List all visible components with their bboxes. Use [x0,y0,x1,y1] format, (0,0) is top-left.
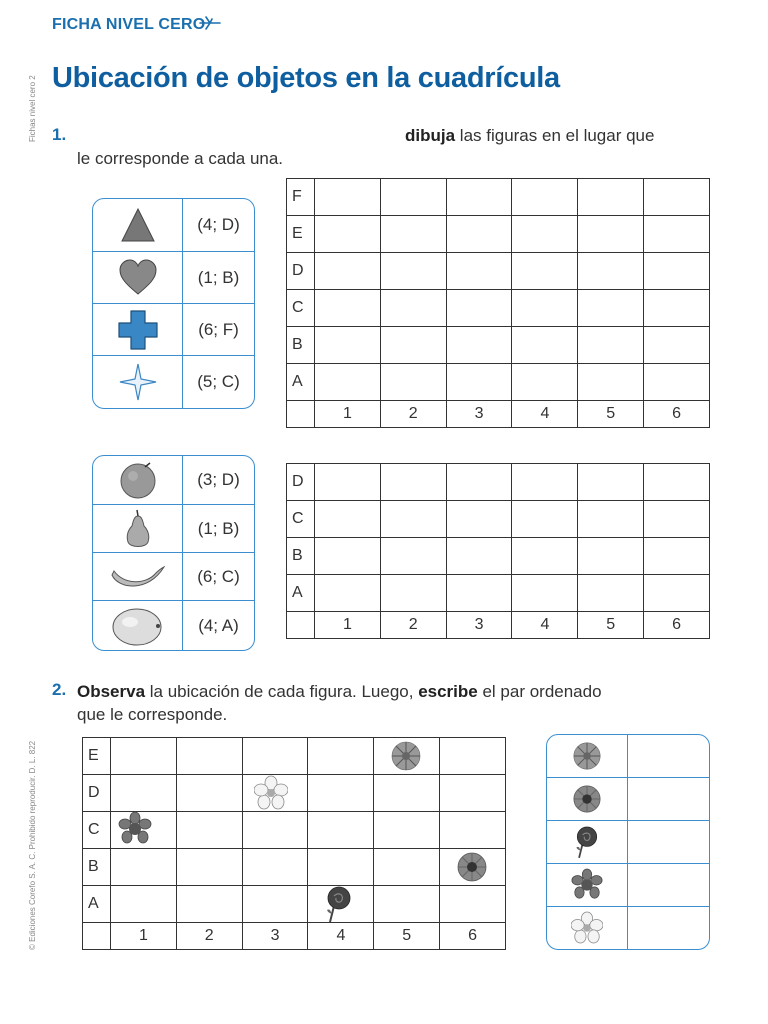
grid-cell[interactable] [308,812,374,849]
grid-cell[interactable] [446,464,512,501]
row-label: C [287,290,315,327]
column-label: 4 [512,612,578,639]
column-label: 5 [578,612,644,639]
grid-1 [286,178,710,428]
heart-icon [93,252,183,303]
side-text-bottom: © Ediciones Corefo S. A. C. Prohibido reproducir. D. L. 822 [28,740,37,950]
grid-cell[interactable] [644,253,710,290]
grid-cell[interactable] [380,290,446,327]
corner-cell [287,401,315,428]
fruits-key-table [92,455,255,651]
cross-icon [93,304,183,355]
rose-icon [322,884,356,924]
daisy-icon [547,864,628,906]
key-row [93,304,254,356]
grid-cell[interactable] [315,575,381,612]
grid-cell[interactable] [315,327,381,364]
column-label: 5 [578,401,644,428]
key-pair: (6; F) [198,319,239,339]
grid-cell[interactable] [578,327,644,364]
side-text-top: Fichas nivel cero 2 [28,75,37,142]
grid-cell[interactable] [374,775,440,812]
grid-cell[interactable] [111,849,177,886]
grid-cell[interactable] [644,501,710,538]
grid-row [83,738,506,775]
column-label-row [83,923,506,950]
grid-cell[interactable] [440,812,506,849]
grid-cell[interactable] [242,886,308,923]
key-pair: (1; B) [197,518,240,538]
guava-icon [93,601,183,650]
grid-cell[interactable] [374,886,440,923]
grid-row [287,327,710,364]
page-title: Ubicación de objetos en la cuadrícula [52,62,560,94]
shapes-key-table [92,198,255,409]
column-label-row [287,401,710,428]
question-2-number: 2. [52,680,67,699]
grid-row [287,253,710,290]
grid-cell[interactable] [512,290,578,327]
grid-cell[interactable] [440,886,506,923]
grid-row [287,575,710,612]
corner-cell [287,612,315,639]
column-label: 5 [374,923,440,950]
grid-cell[interactable] [176,886,242,923]
grid-cell[interactable] [512,501,578,538]
grid-cell[interactable] [644,538,710,575]
grid-cell[interactable] [176,849,242,886]
grid-cell[interactable] [308,775,374,812]
grid-row [287,501,710,538]
grid-cell[interactable] [446,364,512,401]
q1-bold-word: dibuja [405,126,456,145]
banana-icon [93,553,183,600]
grid-cell[interactable] [512,538,578,575]
gerbera-icon [547,778,628,820]
grid-cell[interactable] [380,179,446,216]
chrysanthemum-icon [547,735,628,777]
grid-row [287,216,710,253]
row-label: D [287,464,315,501]
star-icon [93,356,183,408]
grid-cell[interactable] [440,738,506,775]
grid-cell[interactable] [644,364,710,401]
grid-cell[interactable] [440,775,506,812]
grid-cell[interactable] [315,538,381,575]
grid-cell[interactable] [176,812,242,849]
answer-cell[interactable] [628,821,709,863]
grid-row [287,538,710,575]
row-label: D [287,253,315,290]
row-label: C [83,812,111,849]
question-1-number: 1. [52,125,67,144]
corner-cell [83,923,111,950]
row-label: E [287,216,315,253]
row-label: C [287,501,315,538]
q2-bold-escribe: escribe [418,682,478,701]
grid-cell[interactable] [578,575,644,612]
grid-cell[interactable] [374,849,440,886]
column-label: 2 [176,923,242,950]
grid-cell[interactable] [446,327,512,364]
grid-cell[interactable] [644,290,710,327]
grid-cell[interactable] [315,364,381,401]
grid-cell[interactable] [512,179,578,216]
grid-cell[interactable] [512,364,578,401]
key-row [93,505,254,553]
answer-cell[interactable] [628,864,709,906]
row-label: D [83,775,111,812]
orange-icon [93,456,183,504]
column-label: 4 [308,923,374,950]
white-flower-icon [547,907,628,949]
column-label: 1 [111,923,177,950]
grid-cell[interactable] [578,464,644,501]
grid-cell[interactable] [315,216,381,253]
question-2-line1 [77,680,717,703]
chrysanthemum-icon [389,739,423,773]
key-pair: (6; C) [197,566,240,586]
q2-text-1: la ubicación de cada figura. Luego, [145,682,419,701]
grid-cell[interactable] [578,538,644,575]
grid-2 [286,463,710,639]
grid-row [83,849,506,886]
header-label: FICHA NIVEL CERO [52,16,206,33]
row-label: B [287,538,315,575]
key-pair: (3; D) [197,470,240,489]
q1-text-after: las figuras en el lugar que [455,126,655,145]
column-label: 1 [315,612,381,639]
answer-row [547,735,709,778]
grid-row [287,364,710,401]
answer-row [547,778,709,821]
key-pair: (4; D) [197,215,240,234]
grid-cell[interactable] [578,179,644,216]
q2-text-2: el par ordenado [477,682,602,701]
grid-cell[interactable] [315,253,381,290]
column-label: 4 [512,401,578,428]
grid-cell[interactable] [111,775,177,812]
daisy-icon [117,811,153,847]
grid-cell[interactable] [446,253,512,290]
question-1-line2: le corresponde a cada una. [77,149,284,168]
question-1-line1 [405,124,654,147]
grid-cell[interactable] [446,575,512,612]
gerbera-icon [456,851,488,883]
grid-cell[interactable] [380,364,446,401]
grid-cell[interactable] [446,216,512,253]
answer-row [547,907,709,949]
grid-cell[interactable] [380,575,446,612]
grid-cell[interactable] [176,738,242,775]
grid-cell[interactable] [512,464,578,501]
grid-cell[interactable] [578,364,644,401]
row-label: A [287,575,315,612]
triangle-icon [93,199,183,251]
key-row [93,601,254,650]
grid-cell[interactable] [644,327,710,364]
row-label: B [287,327,315,364]
key-pair: (4; A) [198,615,239,635]
key-row [93,553,254,601]
grid-cell[interactable] [380,464,446,501]
row-label: F [287,179,315,216]
row-label: A [83,886,111,923]
answer-row [547,821,709,864]
grid-cell[interactable] [315,464,381,501]
grid-row [83,886,506,923]
key-row [93,356,254,408]
grid-cell[interactable] [446,538,512,575]
grid-cell[interactable] [308,849,374,886]
grid-cell[interactable] [644,464,710,501]
column-label: 6 [644,401,710,428]
grid-cell[interactable] [315,290,381,327]
grid-row [287,290,710,327]
answer-cell[interactable] [628,778,709,820]
column-label: 3 [446,612,512,639]
question-2-line2: que le corresponde. [77,705,228,724]
grid-cell[interactable] [380,253,446,290]
white-flower-icon [254,775,288,811]
grid-cell[interactable] [380,538,446,575]
grid-cell[interactable] [578,501,644,538]
grid-row [287,179,710,216]
grid-cell[interactable] [644,575,710,612]
grid-cell[interactable] [512,575,578,612]
grid-cell[interactable] [176,775,242,812]
key-row [93,456,254,505]
row-label: B [83,849,111,886]
q2-bold-observa: Observa [77,682,146,701]
key-row [93,199,254,252]
answer-cell[interactable] [628,735,709,777]
grid-cell[interactable] [380,501,446,538]
column-label: 6 [644,612,710,639]
answer-table [546,734,710,950]
grid-cell[interactable] [578,216,644,253]
grid-cell[interactable] [308,738,374,775]
grid-cell[interactable] [578,290,644,327]
grid-row [287,464,710,501]
grid-cell[interactable] [446,179,512,216]
grid-cell[interactable] [380,216,446,253]
grid-cell[interactable] [315,179,381,216]
grid-cell[interactable] [242,812,308,849]
column-label: 3 [446,401,512,428]
grid-cell[interactable] [512,253,578,290]
grid-cell[interactable] [644,216,710,253]
column-label: 2 [380,612,446,639]
column-label-row [287,612,710,639]
row-label: A [287,364,315,401]
grid-cell[interactable] [111,738,177,775]
column-label: 2 [380,401,446,428]
grid-cell[interactable] [644,179,710,216]
bird-icon [198,14,222,32]
answer-cell[interactable] [628,907,709,949]
grid-cell[interactable] [512,216,578,253]
grid-cell[interactable] [380,327,446,364]
grid-cell[interactable] [446,501,512,538]
rose-icon [547,821,628,863]
grid-cell[interactable] [374,812,440,849]
grid-row [83,775,506,812]
row-label: E [83,738,111,775]
key-pair: (1; B) [197,267,240,287]
grid-cell[interactable] [446,290,512,327]
answer-row [547,864,709,907]
grid-cell[interactable] [315,501,381,538]
grid-cell[interactable] [242,738,308,775]
grid-cell[interactable] [578,253,644,290]
pear-icon [93,505,183,552]
column-label: 6 [440,923,506,950]
key-pair: (5; C) [197,372,240,391]
key-row [93,252,254,304]
grid-cell[interactable] [242,849,308,886]
grid-cell[interactable] [111,886,177,923]
column-label: 3 [242,923,308,950]
grid-cell[interactable] [512,327,578,364]
column-label: 1 [315,401,381,428]
